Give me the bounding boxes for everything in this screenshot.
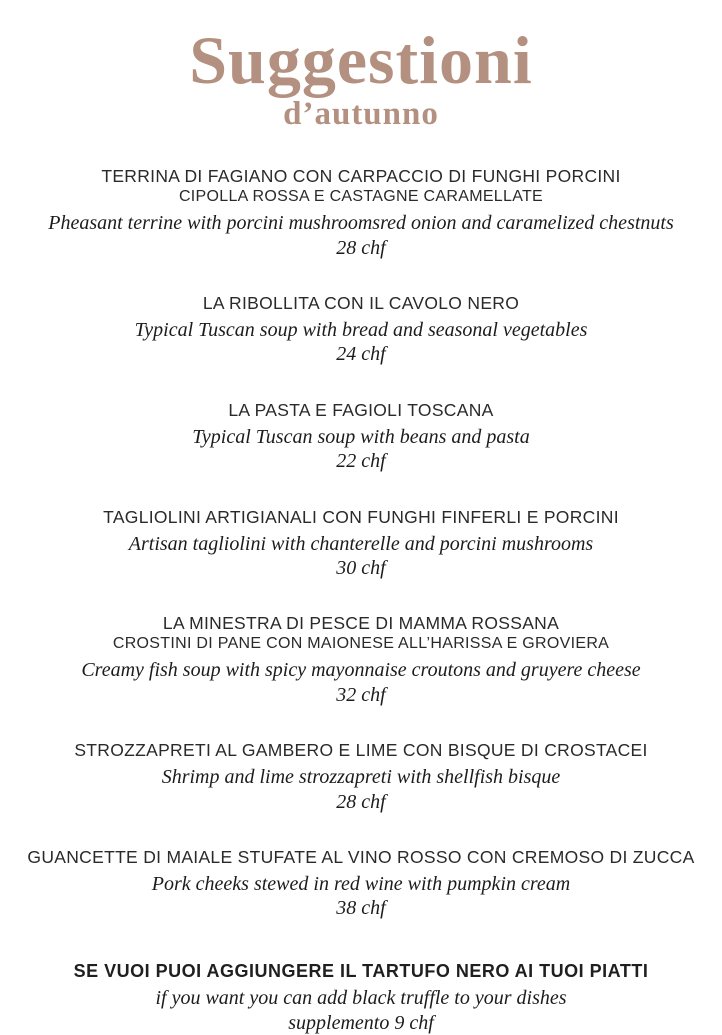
dish-name-italian: STROZZAPRETI AL GAMBERO E LIME CON BISQUE DI CROSTACEI — [74, 740, 648, 761]
menu-item — [8, 293, 714, 367]
dish-price: 32 chf — [336, 683, 386, 706]
dish-description-english: Typical Tuscan soup with beans and pasta — [192, 425, 530, 448]
dish-price: 24 chf — [336, 343, 386, 366]
dish-price: 28 chf — [336, 790, 386, 813]
dish-name-italian: GUANCETTE DI MAIALE STUFATE AL VINO ROSSO CON CREMOSO DI ZUCCA — [27, 846, 695, 867]
dish-name-italian: LA PASTA E FAGIOLI TOSCANA — [228, 399, 494, 420]
dish-name-italian: TAGLIOLINI ARTIGIANALI CON FUNGHI FINFERLI E PORCINI — [103, 506, 619, 527]
dish-name-italian: LA MINESTRA DI PESCE DI MAMMA ROSSANA — [162, 613, 560, 634]
dish-subname-italian: CROSTINI DI PANE CON MAIONESE ALL’HARISSA E GROVIERA — [112, 635, 610, 653]
dish-description-english: Shrimp and lime strozzapreti with shellfish bisque — [161, 766, 561, 789]
dish-name-italian: TERRINA DI FAGIANO CON CARPACCIO DI FUNGHI PORCINI — [101, 166, 621, 187]
truffle-note-description: if you want you can add black truffle to your dishes — [155, 987, 567, 1010]
menu-item — [8, 507, 714, 581]
dish-price: 28 chf — [336, 236, 386, 259]
truffle-supplement-price: supplemento 9 chf — [288, 1011, 434, 1034]
truffle-note-title: SE VUOI PUOI AGGIUNGERE IL TARTUFO NERO AI TUOI PIATTI — [73, 960, 649, 981]
menu-item — [8, 166, 714, 260]
dish-description-english: Pheasant terrine with porcini mushroomsred onion and caramelized chestnuts — [48, 212, 674, 235]
menu-title: Suggestioni — [189, 22, 533, 98]
dish-description-english: Creamy fish soup with spicy mayonnaise croutons and gruyere cheese — [81, 659, 641, 682]
menu-item — [8, 400, 714, 474]
menu-subtitle: d’autunno — [283, 96, 439, 132]
dish-description-english: Pork cheeks stewed in red wine with pumpkin cream — [151, 872, 571, 895]
dish-name-italian: LA RIBOLLITA CON IL CAVOLO NERO — [202, 293, 520, 314]
dish-price: 22 chf — [336, 450, 386, 473]
dish-subname-italian: CIPOLLA ROSSA E CASTAGNE CARAMELLATE — [178, 188, 544, 206]
menu-list — [0, 166, 722, 920]
dish-description-english: Typical Tuscan soup with bread and seasonal vegetables — [134, 319, 588, 342]
dish-description-english: Artisan tagliolini with chanterelle and porcini mushrooms — [128, 532, 594, 555]
dish-price: 30 chf — [336, 557, 386, 580]
menu-item — [8, 740, 714, 814]
menu-item — [8, 847, 714, 921]
menu-header — [0, 22, 722, 132]
menu-item — [8, 613, 714, 707]
dish-price: 38 chf — [336, 897, 386, 920]
